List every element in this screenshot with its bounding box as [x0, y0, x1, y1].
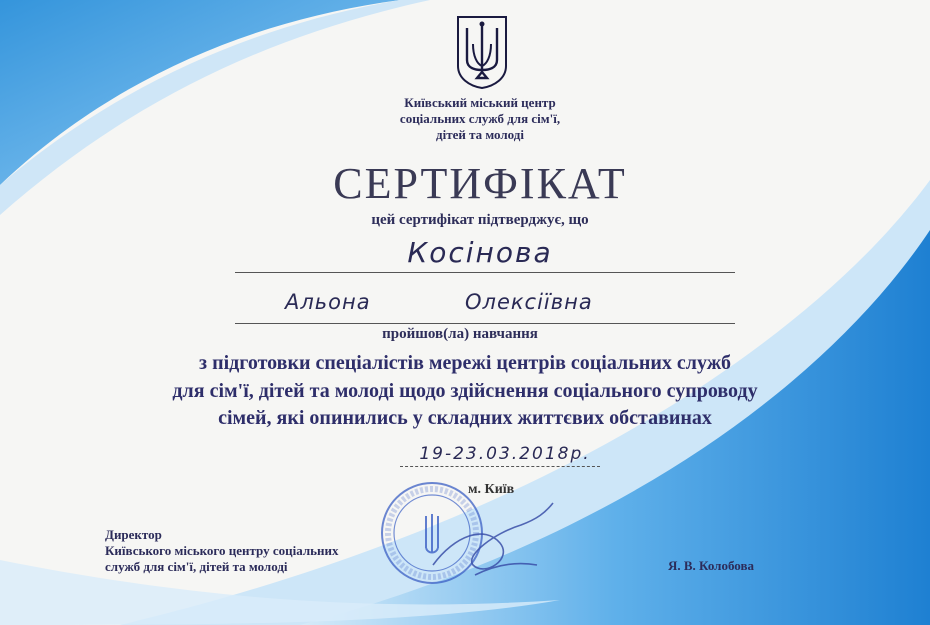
surname-underline: [235, 272, 735, 273]
director-signature: [425, 495, 575, 585]
completed-training-label: пройшов(ла) навчання: [382, 326, 538, 342]
organization-line-3: дітей та молоді: [436, 127, 524, 142]
organization-name: [340, 95, 620, 143]
certificate-subtitle: цей сертифікат підтверджує, що: [371, 212, 589, 228]
city: м. Київ: [468, 482, 515, 497]
recipient-surname: Косінова: [407, 236, 553, 269]
organization-line-2: соціальних служб для сім'ї,: [399, 111, 561, 126]
organization-line-1: Київський міський центр: [404, 95, 556, 110]
course-line-1: з підготовки спеціалістів мережі центрів соціальних служб: [199, 352, 731, 374]
recipient-first-name: Альона: [285, 290, 371, 314]
recipient-patronymic: Олексіївна: [465, 290, 593, 314]
director-organization-line-2: служб для сім'ї, дітей та молоді: [105, 559, 288, 574]
name-underline: [235, 323, 735, 324]
director-organization-line-1: Київського міського центру соціальних: [105, 543, 339, 558]
coat-of-arms-icon: [455, 14, 509, 90]
director-title: Директор: [105, 527, 162, 542]
training-dates: 19-23.03.2018р.: [419, 444, 591, 464]
dates-underline: [400, 466, 600, 467]
certificate-title: СЕРТИФІКАТ: [333, 159, 627, 208]
course-line-3: сімей, які опинились у складних життєвих обставинах: [218, 407, 712, 429]
course-line-2: для сім'ї, дітей та молоді щодо здійснення соціального супроводу: [172, 380, 758, 402]
director-name: Я. В. Колобова: [668, 558, 754, 573]
